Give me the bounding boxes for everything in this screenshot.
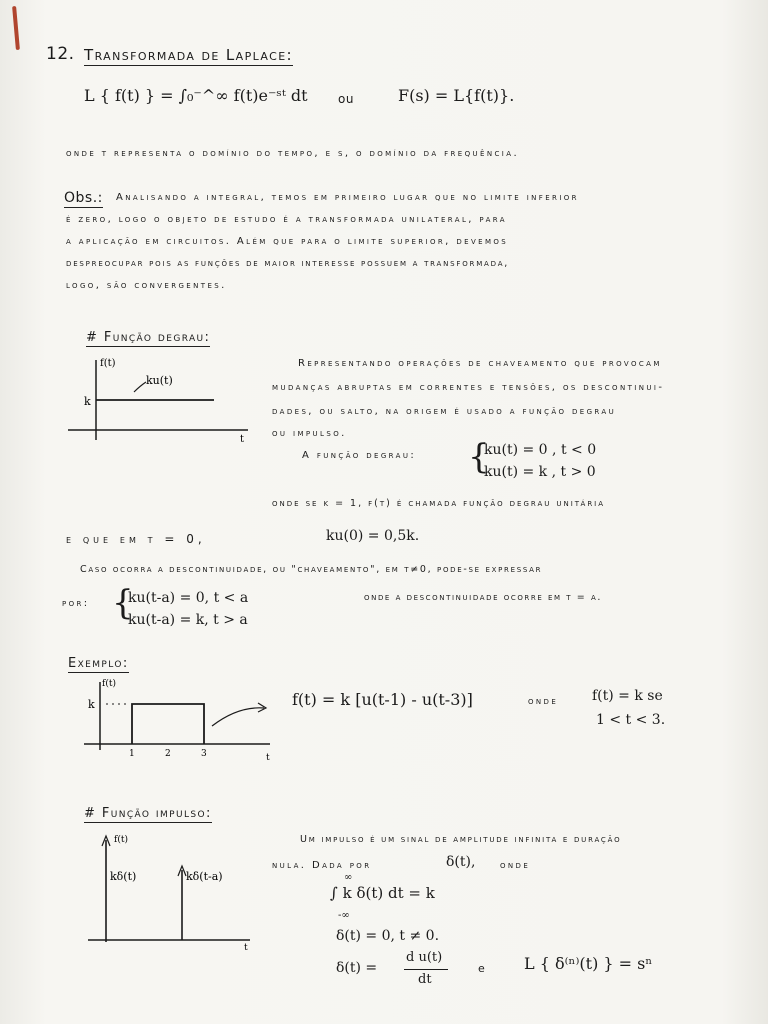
step-shift-brace: { [112,583,134,623]
step-shift-note: onde a descontinuidade ocorre em t = a. [364,592,602,603]
impulse-text-2c: onde [500,860,531,871]
step-text-1: Representando operações de chaveamento que provocam [298,358,662,369]
step-def-label: A função degrau: [302,450,417,461]
example-heading: Exemplo: [68,656,129,671]
impulse-graph-label-2: kδ(t-a) [186,870,223,883]
step-text-3: dades, ou salto, na origem é usado a função degrau [272,406,617,417]
step-text-4: ou impulso. [272,428,347,439]
example-cond-2: 1 < t < 3. [596,712,666,728]
section-number: 12. [46,44,75,64]
example-graph-pulse [132,704,204,744]
impulse-delta-num: d u(t) [406,950,443,965]
impulse-text-2a: nula. Dada por [272,860,372,871]
step-shift-case-1: ku(t-a) = 0, t < a [128,590,249,606]
impulse-integral-lower: -∞ [338,910,350,921]
step-graph-pointer [134,382,146,392]
step-zero-note-b: ku(0) = 0,5k. [326,528,420,544]
impulse-graph-t: t [244,943,248,950]
step-heading: # Função degrau: [86,330,211,345]
example-where: onde [528,696,559,707]
example-graph-tick-2: 2 [165,749,171,759]
impulse-text-1: Um impulso é um sinal de amplitude infinita e duração [300,834,622,845]
step-def-case-1: ku(t) = 0 , t < 0 [484,442,597,458]
impulse-delta-zero: δ(t) = 0, t ≠ 0. [336,928,440,944]
impulse-graph [80,830,260,950]
step-shift-intro: Caso ocorra a descontinuidade, ou "chaveamento", em t≠0, pode-se expressar [80,564,543,575]
example-formula: f(t) = k [u(t-1) - u(t-3)] [292,690,473,709]
step-graph-t: t [240,434,245,445]
laplace-shorthand: F(s) = L{f(t)}. [398,86,515,105]
impulse-heading: # Função impulso: [84,806,212,821]
example-graph-k: k [88,698,95,711]
red-margin-mark [12,6,20,50]
step-graph [60,352,260,447]
obs-line-1: Analisando a integral, temos em primeiro lugar que no limite inferior [116,192,579,203]
example-graph-tick-3: 3 [201,749,207,759]
example-cond-1: f(t) = k se [592,688,663,704]
impulse-graph-label-1: kδ(t) [110,870,137,883]
impulse-laplace-derivative: L { δ⁽ⁿ⁾(t) } = sⁿ [524,954,653,973]
step-graph-ylabel: f(t) [100,358,116,369]
impulse-text-2b: δ(t), [446,854,476,870]
step-text-2: mudanças abruptas em correntes e tensões, os descontinui- [272,382,665,393]
impulse-fraction-bar [404,969,448,970]
step-shift-case-2: ku(t-a) = k, t > a [128,612,248,628]
impulse-graph-ylabel: f(t) [114,835,128,845]
step-shift-by: por: [62,598,90,609]
laplace-separator: ou [338,92,354,106]
step-graph-curve-label: ku(t) [146,374,173,387]
step-def-case-2: ku(t) = k , t > 0 [484,464,596,480]
obs-line-5: logo, são convergentes. [66,280,227,291]
impulse-integral-upper: ∞ [344,872,353,883]
obs-line-4: despreocupar pois as funções de maior interesse possuem a transformada, [66,258,510,269]
step-zero-note-a: e que em t = 0, [66,532,206,546]
impulse-delta-def: δ(t) = [336,960,378,976]
impulse-conj: e [478,962,486,975]
step-graph-k: k [84,395,91,408]
impulse-delta-den: dt [418,972,432,987]
obs-line-3: a aplicação em circuitos. Além que para o limite superior, devemos [66,236,509,247]
section-title: Transformada de Laplace: [84,46,294,64]
example-graph-t: t [266,753,270,763]
obs-label: Obs.: [64,190,103,206]
step-unit-note: onde se k = 1, f(t) é chamada função degrau unitária [272,498,606,509]
laplace-explanation: onde t representa o domínio do tempo, e s, o domínio da frequência. [66,148,520,159]
example-graph [70,676,280,764]
obs-line-2: é zero, logo o objeto de estudo é a transformada unilateral, para [66,214,507,225]
example-graph-tick-1: 1 [129,749,135,759]
laplace-definition: L { f(t) } = ∫₀⁻^∞ f(t)e⁻ˢᵗ dt [84,86,308,105]
example-graph-ylabel: f(t) [102,679,116,689]
impulse-integral: ∫ k δ(t) dt = k [330,884,435,902]
step-def-brace: { [468,437,490,477]
example-graph-arrow [212,708,264,726]
